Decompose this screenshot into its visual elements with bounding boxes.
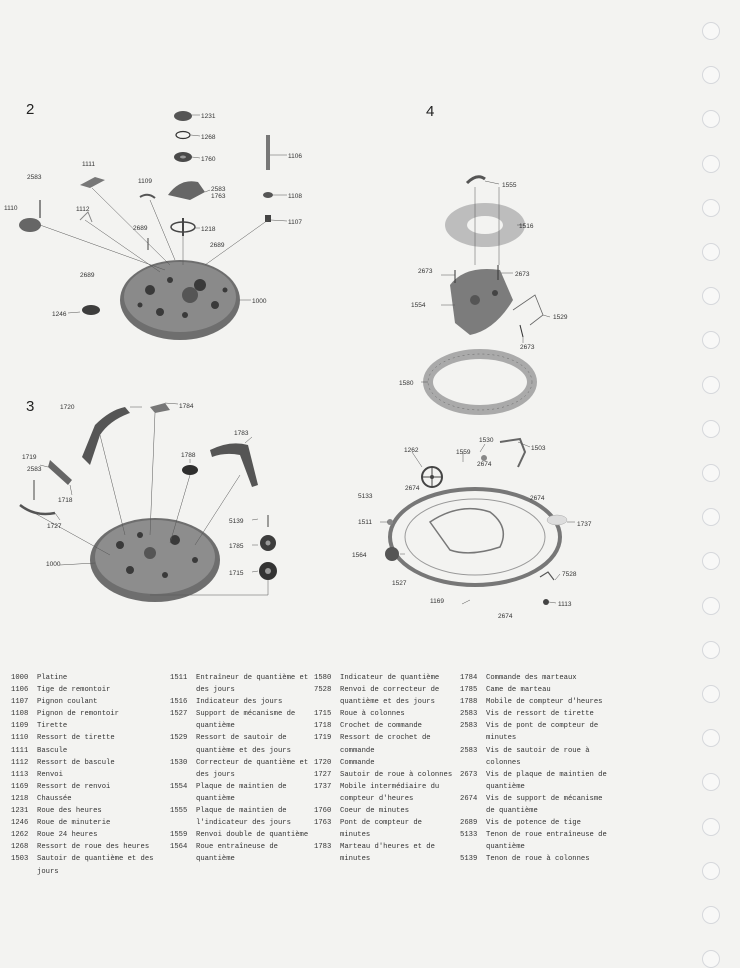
part-number: 5139 — [460, 855, 478, 864]
part-label: 5139 — [229, 518, 244, 525]
part-label: 2674 — [530, 495, 545, 502]
part-description: Roue entraîneuse de quantième — [196, 843, 278, 864]
part-number: 1788 — [460, 698, 478, 707]
part-label: 2689 — [80, 272, 95, 279]
legend-entry — [314, 672, 454, 684]
legend-entry — [11, 853, 161, 877]
part-description: Ressort de crochet de commande — [340, 734, 431, 755]
part-label: 1555 — [502, 182, 517, 189]
figure-4-diagram — [395, 165, 585, 420]
legend-entry — [11, 696, 161, 708]
part-label: 1109 — [138, 178, 152, 185]
legend-entry — [460, 672, 610, 684]
part-label: 2689 — [133, 225, 148, 232]
legend-entry — [11, 805, 161, 817]
part-label: 1580 — [399, 380, 414, 387]
legend-entry — [170, 696, 310, 708]
part-label: 1530 — [479, 437, 494, 444]
part-label: 2674 — [405, 485, 420, 492]
part-description: Ressort de roue des heures — [37, 843, 150, 852]
part-label: 2689 — [210, 242, 225, 249]
part-label: 1000 — [252, 298, 267, 305]
part-label: 7528 — [562, 571, 577, 578]
part-number: 1555 — [170, 807, 188, 816]
legend-entry — [314, 708, 454, 720]
part-number: 1559 — [170, 831, 188, 840]
part-description: Indicateur de quantième — [340, 674, 440, 682]
figure-number-4: 4 — [426, 103, 435, 120]
legend-column-3 — [314, 672, 454, 866]
part-1231 — [174, 111, 192, 121]
legend-entry — [314, 769, 454, 781]
part-number: 1737 — [314, 782, 332, 791]
part-number: 1511 — [170, 674, 188, 682]
part-number: 2583 — [460, 746, 478, 755]
part-label: 1113 — [558, 601, 572, 608]
part-label: 2583 — [27, 466, 42, 473]
legend-entry — [170, 805, 310, 829]
binder-hole — [702, 773, 720, 791]
part-number: 1112 — [11, 758, 29, 767]
binder-hole — [702, 862, 720, 880]
binder-hole — [702, 331, 720, 349]
part-number: 1530 — [170, 758, 188, 767]
figure-number-2: 2 — [26, 101, 35, 118]
part-description: Marteau d'heures et de minutes — [340, 843, 435, 864]
part-label: 1516 — [519, 223, 534, 230]
part-label: 1718 — [58, 497, 73, 504]
part-number: 1000 — [11, 674, 29, 682]
part-label: 1112 — [76, 206, 90, 213]
binder-hole — [702, 376, 720, 394]
part-description: Vis de ressort de tirette — [486, 710, 594, 719]
legend-column-4 — [460, 672, 610, 866]
legend-entry — [460, 817, 610, 829]
legend-entry — [314, 732, 454, 756]
binder-hole — [702, 66, 720, 84]
part-description: Roue des heures — [37, 807, 102, 816]
part-label: 1559 — [456, 449, 471, 456]
part-label: 1262 — [404, 447, 419, 454]
part-number: 1503 — [11, 855, 29, 864]
legend-entry — [460, 793, 610, 817]
part-number: 2583 — [460, 722, 478, 731]
part-description: Entraîneur de quantième et des jours — [196, 674, 309, 695]
part-number: 2689 — [460, 819, 478, 828]
part-number: 1715 — [314, 710, 332, 719]
part-number: 1108 — [11, 710, 29, 719]
part-description: Tige de remontoir — [37, 686, 111, 695]
legend-entry — [314, 841, 454, 865]
part-description: Roue de minuterie — [37, 819, 111, 828]
part-number: 2583 — [460, 710, 478, 719]
part-number: 1719 — [314, 734, 332, 743]
part-number: 1516 — [170, 698, 188, 707]
binder-hole — [702, 155, 720, 173]
part-description: Renvoi double de quantième — [196, 831, 309, 840]
legend-entry — [11, 817, 161, 829]
part-description: Chaussée — [37, 794, 72, 803]
part-label: 1529 — [553, 314, 568, 321]
part-label: 1784 — [179, 403, 194, 410]
legend-entry — [314, 805, 454, 817]
part-number: 1529 — [170, 734, 188, 743]
legend-entry — [460, 853, 610, 865]
part-description: Tirette — [37, 722, 68, 731]
part-label: 1760 — [201, 156, 216, 163]
figure-number-3: 3 — [26, 398, 35, 415]
legend-entry — [170, 732, 310, 756]
part-label: 1737 — [577, 521, 592, 528]
part-label: 1000 — [46, 561, 61, 568]
part-description: Commande — [340, 758, 375, 767]
legend-entry — [314, 781, 454, 805]
part-description: Roue à colonnes — [340, 710, 405, 719]
part-number: 1718 — [314, 722, 332, 731]
figure-3-diagram — [0, 395, 330, 610]
legend-entry — [460, 745, 610, 769]
legend-entry — [460, 684, 610, 696]
part-description: Vis de potence de tige — [486, 819, 581, 828]
figure-5-diagram — [350, 432, 600, 622]
part-label: 1554 — [411, 302, 426, 309]
part-number: 1218 — [11, 794, 29, 803]
part-description: Pont de compteur de minutes — [340, 819, 422, 840]
legend-entry — [460, 720, 610, 744]
part-label: 1246 — [52, 311, 67, 318]
legend-entry — [170, 672, 310, 696]
part-description: Pignon de remontoir — [37, 710, 119, 719]
part-number: 1106 — [11, 686, 29, 695]
part-label: 1564 — [352, 552, 367, 559]
binder-hole — [702, 641, 720, 659]
part-label: 1108 — [288, 193, 302, 200]
binder-hole — [702, 287, 720, 305]
part-description: Correcteur de quantième et des jours — [196, 758, 309, 779]
part-label: 2674 — [477, 461, 492, 468]
part-description: Renvoi — [37, 770, 63, 779]
part-label: 2673 — [515, 271, 530, 278]
part-label: 1107 — [288, 219, 302, 226]
legend-column-2 — [170, 672, 310, 866]
part-description: Ressort de renvoi — [37, 782, 111, 791]
part-label: 1231 — [201, 113, 216, 120]
legend-entry — [170, 781, 310, 805]
binder-hole — [702, 597, 720, 615]
legend-entry — [11, 732, 161, 744]
part-label: 5133 — [358, 493, 373, 500]
part-description: Bascule — [37, 746, 68, 755]
part-label: 1715 — [229, 570, 244, 577]
legend-entry — [11, 793, 161, 805]
part-label: 1719 — [22, 454, 37, 461]
part-description: Ressort de sautoir de quantième et des jours — [196, 734, 291, 755]
part-label: 1169 — [430, 598, 444, 605]
part-description: Tenon de roue entraîneuse de quantième — [486, 831, 607, 852]
part-number: 1784 — [460, 674, 478, 682]
support-1527 — [390, 489, 560, 585]
legend-column-1 — [11, 672, 161, 878]
legend-entry — [11, 684, 161, 696]
legend-entry — [170, 757, 310, 781]
part-label: 1106 — [288, 153, 302, 160]
part-label: 1111 — [82, 161, 96, 168]
part-number: 1720 — [314, 758, 332, 767]
part-description: Mobile de compteur d'heures — [486, 698, 603, 707]
part-number: 1111 — [11, 746, 29, 755]
part-description: Plaque de maintien de l'indicateur des jours — [196, 807, 291, 828]
part-number: 5133 — [460, 831, 478, 840]
part-description: Coeur de minutes — [340, 807, 410, 816]
part-number: 1527 — [170, 710, 188, 719]
part-number: 1763 — [314, 819, 332, 828]
part-number: 1783 — [314, 843, 332, 852]
legend-entry — [314, 720, 454, 732]
part-label: 2673 — [418, 268, 433, 275]
part-label: 1727 — [47, 523, 62, 530]
binder-hole — [702, 508, 720, 526]
binder-hole — [702, 110, 720, 128]
legend-entry — [11, 745, 161, 757]
stem-1106 — [266, 135, 270, 170]
binder-hole — [702, 906, 720, 924]
plate-1554 — [450, 269, 513, 335]
legend-entry — [460, 696, 610, 708]
part-number: 1109 — [11, 722, 29, 731]
legend-entry — [460, 708, 610, 720]
part-label: 1788 — [181, 452, 196, 459]
part-description: Tenon de roue à colonnes — [486, 855, 590, 864]
binder-hole — [702, 420, 720, 438]
part-description: Pignon coulant — [37, 698, 98, 707]
figure-2-diagram — [0, 100, 330, 350]
part-label: 2673 — [520, 344, 535, 351]
part-number: 2674 — [460, 794, 478, 803]
binder-hole — [702, 729, 720, 747]
legend-entry — [314, 817, 454, 841]
legend-entry — [11, 720, 161, 732]
part-number: 2673 — [460, 770, 478, 779]
binder-hole — [702, 199, 720, 217]
part-description: Support de mécanisme de quantième — [196, 710, 296, 731]
part-description: Ressort de bascule — [37, 758, 115, 767]
part-label: 1218 — [201, 226, 216, 233]
part-number: 1785 — [460, 686, 478, 695]
part-number: 1246 — [11, 819, 29, 828]
part-label: 1268 — [201, 134, 216, 141]
part-description: Vis de plaque de maintien de quantième — [486, 770, 607, 791]
legend-entry — [460, 769, 610, 793]
part-number: 1564 — [170, 843, 188, 852]
binder-hole — [702, 464, 720, 482]
part-description: Vis de pont de compteur de minutes — [486, 722, 599, 743]
part-description: Plaque de maintien de quantième — [196, 782, 287, 803]
legend-entry — [170, 841, 310, 865]
part-label: 1720 — [60, 404, 75, 411]
legend-entry — [314, 684, 454, 708]
part-description: Commande des marteaux — [486, 674, 577, 682]
legend-entry — [11, 769, 161, 781]
date-ring-1580 — [428, 354, 532, 410]
part-description: Vis de support de mécanisme de quantième — [486, 794, 603, 816]
part-number: 1580 — [314, 674, 332, 682]
legend-entry — [11, 829, 161, 841]
binder-hole — [702, 818, 720, 836]
part-label: 1511 — [358, 519, 372, 526]
part-description: Mobile intermédiaire du compteur d'heures — [340, 782, 440, 803]
part-description: Ressort de tirette — [37, 734, 115, 743]
legend-entry — [314, 757, 454, 769]
legend-entry — [460, 829, 610, 853]
legend-entry — [170, 829, 310, 841]
part-description: Indicateur des jours — [196, 698, 283, 707]
part-number: 1262 — [11, 831, 29, 840]
part-description: Renvoi de correcteur de quantième et des jours — [340, 686, 440, 707]
part-description: Sautoir de quantième et des jours — [37, 855, 154, 876]
part-label: 1783 — [234, 430, 249, 437]
part-label: 1527 — [392, 580, 407, 587]
part-description: Vis de sautoir de roue à colonnes — [486, 746, 590, 767]
binder-hole — [702, 22, 720, 40]
legend-entry — [11, 781, 161, 793]
binder-hole — [702, 685, 720, 703]
part-description: Crochet de commande — [340, 722, 422, 731]
legend-entry — [11, 672, 161, 684]
part-label: 2583 — [27, 174, 42, 181]
legend-entry — [170, 708, 310, 732]
legend-entry — [11, 841, 161, 853]
legend-entry — [11, 757, 161, 769]
part-number: 1554 — [170, 782, 188, 791]
binder-hole — [702, 243, 720, 261]
part-description: Sautoir de roue à colonnes — [340, 770, 453, 779]
part-description: Roue 24 heures — [37, 831, 98, 840]
part-label: 1503 — [531, 445, 546, 452]
binder-hole — [702, 950, 720, 968]
part-label: 1110 — [4, 205, 18, 212]
legend-entry — [11, 708, 161, 720]
part-number: 1727 — [314, 770, 332, 779]
part-label: 2674 — [498, 613, 513, 620]
part-label: 2583 — [211, 186, 226, 193]
part-number: 1231 — [11, 807, 29, 816]
part-number: 1268 — [11, 843, 29, 852]
part-number: 1107 — [11, 698, 29, 707]
part-number: 1760 — [314, 807, 332, 816]
part-description: Platine — [37, 674, 68, 682]
part-number: 1110 — [11, 734, 29, 743]
part-label: 1763 — [211, 193, 226, 200]
part-label: 1785 — [229, 543, 244, 550]
binder-hole — [702, 552, 720, 570]
part-number: 1169 — [11, 782, 29, 791]
part-number: 7528 — [314, 686, 332, 695]
part-number: 1113 — [11, 770, 29, 779]
part-description: Came de marteau — [486, 686, 551, 695]
